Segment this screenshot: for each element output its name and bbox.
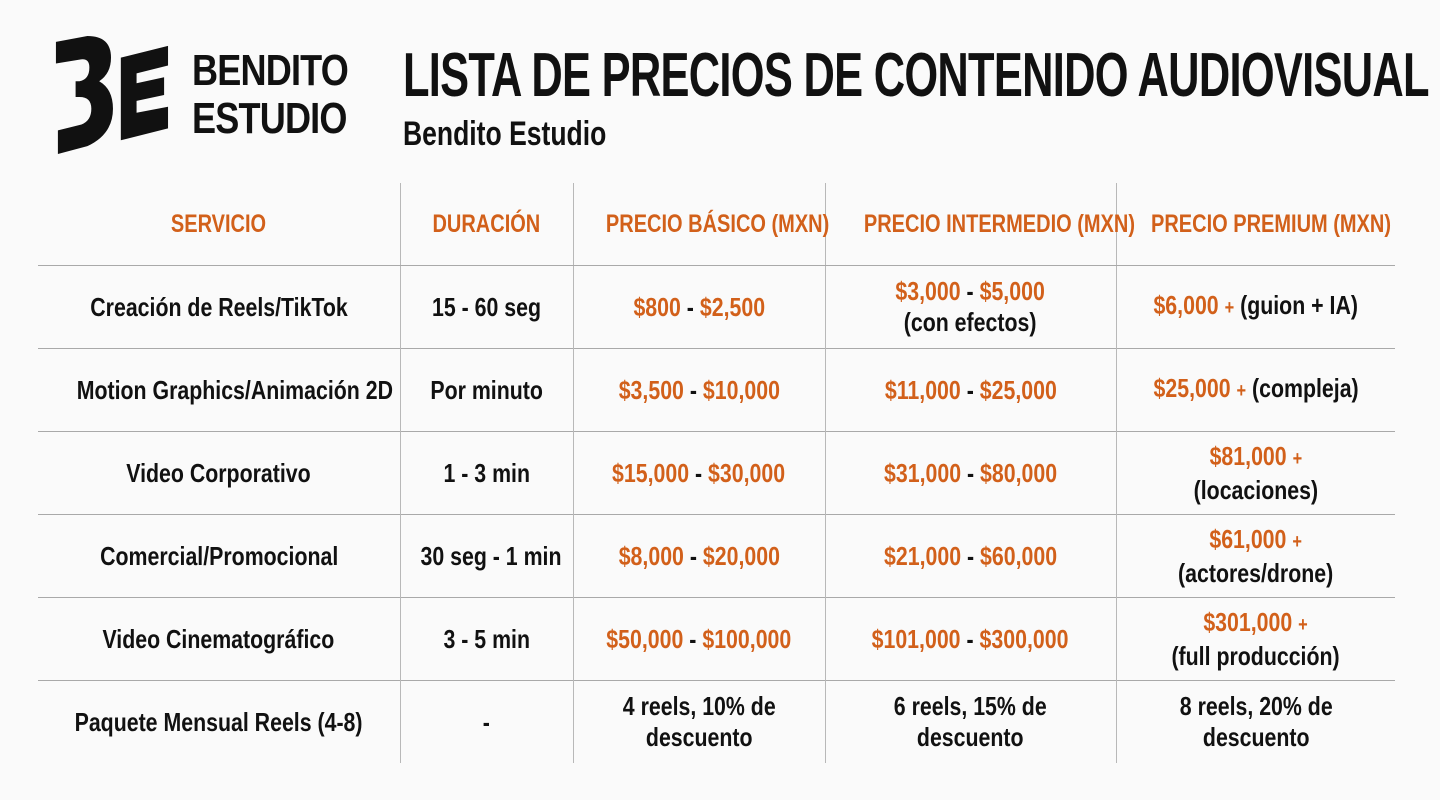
table-row	[38, 515, 1395, 598]
table-header-row	[38, 183, 1395, 266]
intermediate-price-cell: $3,000 - $5,000 (con efectos)	[825, 266, 1116, 349]
premium-price-cell: $81,000 + (locaciones)	[1116, 432, 1395, 515]
duration-cell: -	[400, 681, 573, 764]
table-row	[38, 349, 1395, 432]
table-row	[38, 266, 1395, 349]
brand-name-line2: ESTUDIO	[192, 94, 347, 143]
service-cell: Creación de Reels/TikTok	[89, 291, 348, 322]
price-table	[38, 183, 1395, 763]
basic-price-cell: $15,000 - $30,000	[573, 432, 825, 515]
duration-cell: Por minuto	[400, 349, 573, 432]
premium-price-cell: $61,000 + (actores/drone)	[1116, 515, 1395, 598]
duration-cell: 30 seg - 1 min	[400, 515, 573, 598]
premium-price-cell: $301,000 + (full producción)	[1116, 598, 1395, 681]
duration-cell: 15 - 60 seg	[400, 266, 573, 349]
basic-price-cell: $800 - $2,500	[573, 266, 825, 349]
page-title: LISTA DE PRECIOS DE CONTENIDO AUDIOVISUAL	[403, 41, 1429, 110]
basic-price-cell: $3,500 - $10,000	[573, 349, 825, 432]
header	[403, 40, 1429, 154]
column-header-basic-price: PRECIO BÁSICO (MXN)	[573, 183, 825, 266]
brand-logo	[52, 36, 382, 154]
column-header-premium-price: PRECIO PREMIUM (MXN)	[1116, 183, 1395, 266]
service-cell: Paquete Mensual Reels (4-8)	[38, 681, 400, 764]
service-cell: Video Corporativo	[38, 432, 400, 515]
service-cell: Comercial/Promocional	[38, 515, 400, 598]
basic-price-cell: $8,000 - $20,000	[573, 515, 825, 598]
brand-name-line1: BENDITO	[192, 46, 348, 95]
premium-price-cell: $25,000 + (compleja)	[1116, 349, 1395, 432]
page-subtitle: Bendito Estudio	[403, 115, 607, 153]
column-header-duration: DURACIÓN	[400, 183, 573, 266]
table-row	[38, 432, 1395, 515]
duration-cell: 1 - 3 min	[400, 432, 573, 515]
table-row	[38, 681, 1395, 764]
duration-cell: 3 - 5 min	[400, 598, 573, 681]
column-header-intermediate-price: PRECIO INTERMEDIO (MXN)	[825, 183, 1116, 266]
table-row	[38, 598, 1395, 681]
service-cell: Video Cinematográfico	[38, 598, 400, 681]
service-cell: Motion Graphics/Animación 2D	[38, 349, 400, 432]
be-monogram-icon	[52, 36, 170, 154]
basic-price-cell: 4 reels, 10% de descuento	[573, 681, 825, 764]
brand-name	[192, 47, 348, 143]
premium-price-cell: 8 reels, 20% de descuento	[1116, 681, 1395, 764]
intermediate-price-cell: $11,000 - $25,000	[825, 349, 1116, 432]
intermediate-price-cell: 6 reels, 15% de descuento	[825, 681, 1116, 764]
basic-price-cell: $50,000 - $100,000	[573, 598, 825, 681]
column-header-service: SERVICIO	[38, 183, 400, 266]
premium-price-cell: $6,000 + (guion + IA)	[1116, 266, 1395, 349]
intermediate-price-cell: $31,000 - $80,000	[825, 432, 1116, 515]
intermediate-price-cell: $101,000 - $300,000	[825, 598, 1116, 681]
intermediate-price-cell: $21,000 - $60,000	[825, 515, 1116, 598]
